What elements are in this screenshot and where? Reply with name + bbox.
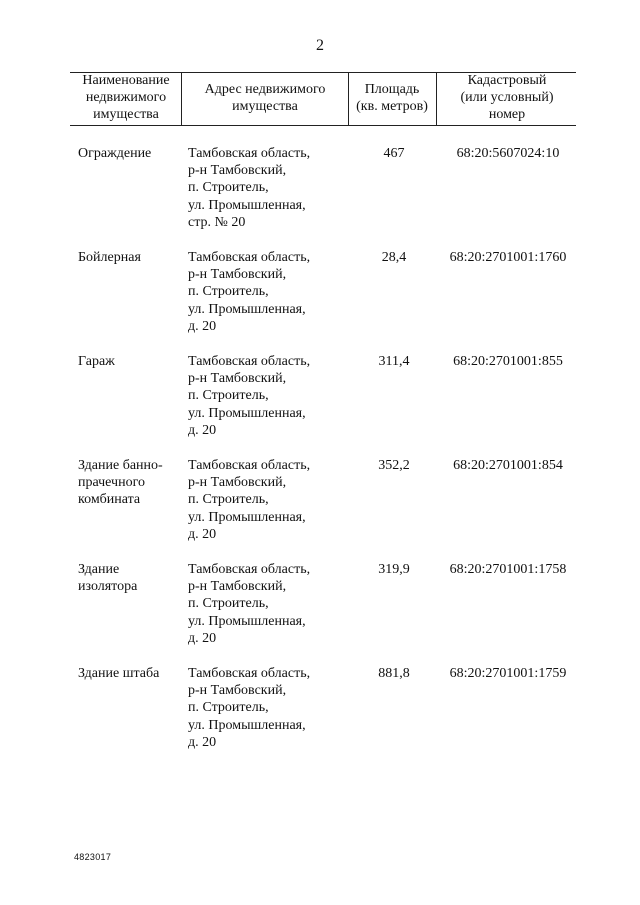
cadastral-number: 68:20:2701001:1758 xyxy=(449,562,567,577)
header-name: Наименование недвижимого имущества xyxy=(82,73,170,122)
property-address: Тамбовская область, р-н Тамбовский, п. Строитель, ул. Промышленная, стр. № 20 xyxy=(188,146,311,230)
property-area: 311,4 xyxy=(378,354,410,369)
property-address: Тамбовская область, р-н Тамбовский, п. Строитель, ул. Промышленная, д. 20 xyxy=(188,562,311,646)
property-area: 352,2 xyxy=(378,458,410,473)
property-name: Бойлерная xyxy=(78,250,141,265)
cadastral-number: 68:20:2701001:1759 xyxy=(449,666,567,681)
document-id: 4823017 xyxy=(74,852,112,862)
table-row xyxy=(0,561,640,665)
property-area: 881,8 xyxy=(378,666,410,681)
table-header-divider-1 xyxy=(181,72,182,126)
cadastral-number: 68:20:2701001:1760 xyxy=(449,250,567,265)
table-row xyxy=(0,353,640,457)
cadastral-number: 68:20:2701001:855 xyxy=(453,354,563,369)
table-row xyxy=(0,457,640,561)
property-name: Здание изолятора xyxy=(78,562,138,595)
property-address: Тамбовская область, р-н Тамбовский, п. Строитель, ул. Промышленная, д. 20 xyxy=(188,250,311,334)
property-name: Здание банно- прачечного комбината xyxy=(78,458,163,508)
table-row xyxy=(0,249,640,353)
cadastral-number: 68:20:2701001:854 xyxy=(453,458,563,473)
property-name: Гараж xyxy=(78,354,115,369)
table-row xyxy=(0,665,640,769)
table-header-bottom-rule xyxy=(70,125,576,126)
property-address: Тамбовская область, р-н Тамбовский, п. Строитель, ул. Промышленная, д. 20 xyxy=(188,666,311,750)
table-header-divider-3 xyxy=(436,72,437,126)
table-row xyxy=(0,145,640,249)
header-area: Площадь (кв. метров) xyxy=(356,82,428,114)
property-name: Здание штаба xyxy=(78,666,160,681)
header-address: Адрес недвижимого имущества xyxy=(204,82,326,114)
property-area: 28,4 xyxy=(381,250,407,265)
property-address: Тамбовская область, р-н Тамбовский, п. Строитель, ул. Промышленная, д. 20 xyxy=(188,458,311,542)
table-body xyxy=(0,145,640,769)
property-address: Тамбовская область, р-н Тамбовский, п. Строитель, ул. Промышленная, д. 20 xyxy=(188,354,311,438)
header-cadastral: Кадастровый (или условный) номер xyxy=(460,73,554,122)
table-header-divider-2 xyxy=(348,72,349,126)
property-area: 467 xyxy=(383,146,405,161)
property-name: Ограждение xyxy=(78,146,152,161)
page-number: 2 xyxy=(316,37,324,54)
property-area: 319,9 xyxy=(378,562,410,577)
cadastral-number: 68:20:5607024:10 xyxy=(456,146,560,161)
